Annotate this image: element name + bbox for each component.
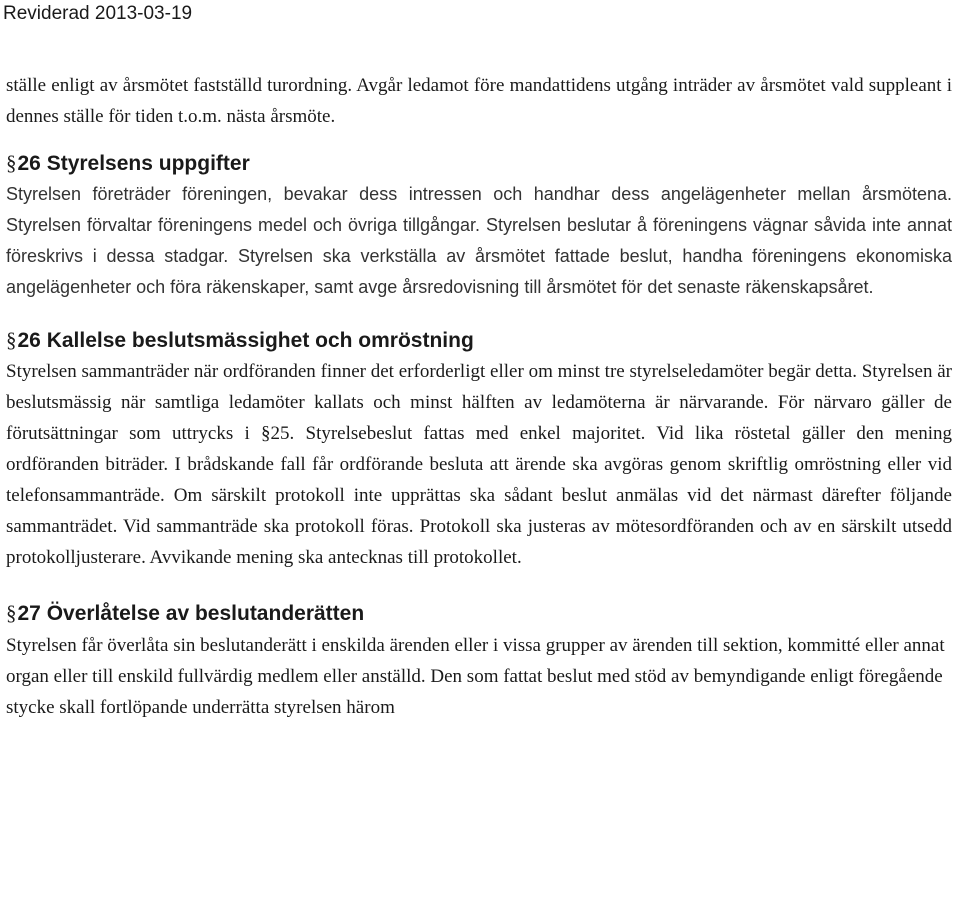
section-body-styrelsens-uppgifter: Styrelsen företräder föreningen, bevakar dess intressen och handhar dess angelägenheter mellan årsmötena. Styrelsen förvaltar föreningens medel och övriga tillgångar. Styrelsen beslutar å föreningens vägnar såvida inte annat föreskrivs i dessa stadgar. Styrelsen ska verkställa av årsmötet fattade beslut, handha föreningens ekonomiska angelägenheter och föra räkenskaper, samt avge årsredovisning till årsmötet för det senaste räkenskapsåret. [6,184,952,297]
section-body-kallelse: Styrelsen sammanträder när ordföranden finner det erforderligt eller om minst tre styrelseledamöter begär detta. Styrelsen är beslutsmässig när samtliga ledamöter kallats och minst hälften av ledamöterna är närvarande. För närvaro gäller de förutsättningar som uttrycks i §25. Styrelsebeslut fattas med enkel majoritet. Vid lika röstetal gäller den mening ordföranden biträder. I brådskande fall får ordförande besluta att ärende ska avgöras genom skriftlig omröstning eller vid telefonsammanträde. Om särskilt protokoll inte upprättas ska sådant beslut anmälas vid det närmast därefter följande sammanträdet. Vid sammanträde ska protokoll föras. Protokoll ska justeras av mötesordföranden och av en särskilt utsedd protokolljusterare. Avvikande mening ska antecknas till protokollet. [6,361,952,568]
section-heading-overlatelse [6,597,952,630]
revision-date: Reviderad 2013-03-19 [3,3,193,24]
section-symbol: § [6,601,17,625]
section-title: 27 Överlåtelse av beslutanderätten [17,602,365,625]
intro-paragraph: ställe enligt av årsmötet fastställd turordning. Avgår ledamot före mandattidens utgång inträder av årsmötet vald suppleant i dennes ställe för tiden t.o.m. nästa årsmöte. [6,75,952,127]
section-title: 26 Styrelsens uppgifter [17,152,250,175]
section-body-overlatelse: Styrelsen får överlåta sin beslutanderätt i enskilda ärenden eller i vissa grupper av ärenden till sektion, kommitté eller annat organ eller till enskild fullvärdig medlem eller anställd. Den som fattat beslut med stöd av bemyndigande enligt föregående stycke skall fortlöpande underrätta styrelsen härom [6,635,945,718]
section-symbol: § [6,328,17,352]
section-heading-styrelsens-uppgifter [6,148,952,179]
document-body [6,70,952,723]
page-header [0,0,960,30]
section-heading-kallelse [6,325,952,356]
section-symbol: § [6,151,17,175]
section-title: 26 Kallelse beslutsmässighet och omröstning [17,329,474,352]
